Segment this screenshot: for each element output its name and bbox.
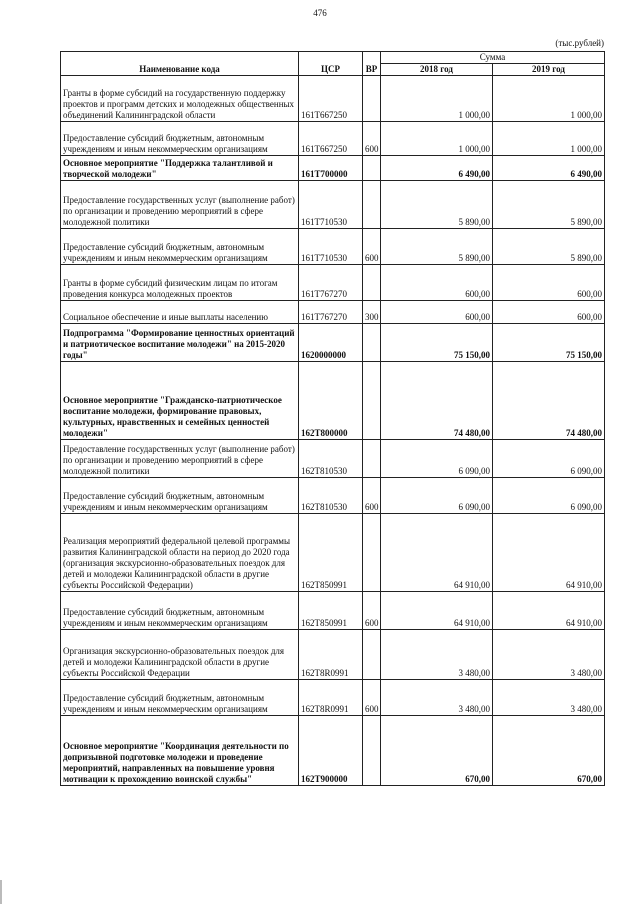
row-name: Предоставление государственных услуг (выполнение работ) по организации и проведению мероприятий в сфере молодежной политики	[61, 440, 299, 478]
row-csr: 162Т850991	[299, 592, 363, 630]
table-row	[61, 229, 605, 265]
row-name: Подпрограмма "Формирование ценностных ориентаций и патриотическое воспитание молодежи" на 2015-2020 годы"	[61, 324, 299, 362]
row-value-2018: 75 150,00	[381, 324, 493, 362]
row-name: Гранты в форме субсидий физическим лицам по итогам проведения конкурса молодежных проектов	[61, 265, 299, 301]
row-value-2018: 670,00	[381, 716, 493, 786]
row-vr	[363, 440, 381, 478]
budget-table	[60, 51, 605, 786]
row-value-2019: 64 910,00	[493, 592, 605, 630]
row-value-2019: 5 890,00	[493, 229, 605, 265]
row-value-2018: 74 480,00	[381, 362, 493, 440]
header-year-2019: 2019 год	[493, 64, 605, 76]
row-value-2019: 64 910,00	[493, 514, 605, 592]
header-vr: ВР	[363, 52, 381, 76]
row-csr: 1620000000	[299, 324, 363, 362]
row-vr	[363, 156, 381, 181]
table-row	[61, 440, 605, 478]
row-value-2019: 3 480,00	[493, 630, 605, 680]
table-row	[61, 122, 605, 156]
row-name: Реализация мероприятий федеральной целевой программы развития Калининградской области на период до 2020 года (организация экскурсионно-образовательных поездок для детей и молодежи Калининградской области в другие субъекты Российской Федерации)	[61, 514, 299, 592]
row-vr: 600	[363, 478, 381, 514]
row-csr: 162Т850991	[299, 514, 363, 592]
row-value-2019: 6 090,00	[493, 478, 605, 514]
row-vr	[363, 362, 381, 440]
table-row	[61, 514, 605, 592]
row-value-2019: 1 000,00	[493, 122, 605, 156]
row-value-2018: 5 890,00	[381, 181, 493, 229]
row-value-2019: 600,00	[493, 301, 605, 324]
header-csr: ЦСР	[299, 52, 363, 76]
row-vr: 600	[363, 122, 381, 156]
row-vr: 600	[363, 592, 381, 630]
row-csr: 162Т900000	[299, 716, 363, 786]
row-value-2019: 670,00	[493, 716, 605, 786]
table-row	[61, 716, 605, 786]
row-csr: 162Т8R0991	[299, 680, 363, 716]
row-csr: 162Т8R0991	[299, 630, 363, 680]
row-csr: 161Т667250	[299, 76, 363, 122]
table-body	[61, 76, 605, 786]
table-row	[61, 301, 605, 324]
row-name: Предоставление субсидий бюджетным, автономным учреждениям и иным некоммерческим организациям	[61, 592, 299, 630]
table-row	[61, 478, 605, 514]
row-csr: 161Т767270	[299, 265, 363, 301]
row-csr: 161Т667250	[299, 122, 363, 156]
row-name: Основное мероприятие "Поддержка талантливой и творческой молодежи"	[61, 156, 299, 181]
row-name: Основное мероприятие "Гражданско-патриотическое воспитание молодежи, формирование правовых, культурных, нравственных и семейных ценностей молодежи"	[61, 362, 299, 440]
row-value-2018: 3 480,00	[381, 680, 493, 716]
row-value-2019: 3 480,00	[493, 680, 605, 716]
units-label: (тыс.рублей)	[555, 38, 604, 48]
header-year-2018: 2018 год	[381, 64, 493, 76]
row-vr	[363, 514, 381, 592]
row-vr	[363, 324, 381, 362]
table-row	[61, 181, 605, 229]
row-vr: 300	[363, 301, 381, 324]
row-value-2018: 600,00	[381, 301, 493, 324]
row-csr: 162Т810530	[299, 478, 363, 514]
row-vr: 600	[363, 229, 381, 265]
table-row	[61, 592, 605, 630]
row-value-2018: 64 910,00	[381, 514, 493, 592]
row-name: Социальное обеспечение и иные выплаты населению	[61, 301, 299, 324]
row-value-2018: 1 000,00	[381, 122, 493, 156]
row-name: Предоставление субсидий бюджетным, автономным учреждениям и иным некоммерческим организациям	[61, 478, 299, 514]
row-value-2018: 64 910,00	[381, 592, 493, 630]
row-value-2019: 74 480,00	[493, 362, 605, 440]
header-name: Наименование кода	[61, 52, 299, 76]
row-value-2018: 5 890,00	[381, 229, 493, 265]
page-number: 476	[313, 8, 327, 18]
row-csr: 161Т767270	[299, 301, 363, 324]
row-value-2019: 75 150,00	[493, 324, 605, 362]
table-row	[61, 362, 605, 440]
row-value-2018: 1 000,00	[381, 76, 493, 122]
row-name: Предоставление субсидий бюджетным, автономным учреждениям и иным некоммерческим организациям	[61, 229, 299, 265]
row-value-2018: 3 480,00	[381, 630, 493, 680]
row-csr: 161Т700000	[299, 156, 363, 181]
row-value-2019: 6 090,00	[493, 440, 605, 478]
row-value-2019: 1 000,00	[493, 76, 605, 122]
row-value-2019: 5 890,00	[493, 181, 605, 229]
table-row	[61, 630, 605, 680]
row-value-2018: 6 090,00	[381, 478, 493, 514]
row-name: Основное мероприятие "Координация деятельности по допризывной подготовке молодежи и проведение мероприятий, направленных на повышение уровня мотивации к прохождению воинской службы"	[61, 716, 299, 786]
row-name: Предоставление субсидий бюджетным, автономным учреждениям и иным некоммерческим организациям	[61, 680, 299, 716]
row-vr	[363, 630, 381, 680]
row-csr: 161Т710530	[299, 181, 363, 229]
table-row	[61, 265, 605, 301]
row-vr	[363, 716, 381, 786]
row-csr: 162Т810530	[299, 440, 363, 478]
header-sum: Сумма	[381, 52, 605, 64]
row-vr	[363, 265, 381, 301]
scan-edge-mark	[0, 880, 2, 904]
row-csr: 161Т710530	[299, 229, 363, 265]
row-value-2019: 600,00	[493, 265, 605, 301]
row-csr: 162Т800000	[299, 362, 363, 440]
table-row	[61, 76, 605, 122]
row-name: Организация экскурсионно-образовательных поездок для детей и молодежи Калининградской области в другие субъекты Российской Федерации	[61, 630, 299, 680]
row-vr	[363, 76, 381, 122]
table-row	[61, 156, 605, 181]
row-value-2019: 6 490,00	[493, 156, 605, 181]
row-value-2018: 6 090,00	[381, 440, 493, 478]
row-value-2018: 600,00	[381, 265, 493, 301]
row-name: Гранты в форме субсидий на государственную поддержку проектов и программ детских и молодежных общественных объединений Калининградской области	[61, 76, 299, 122]
row-name: Предоставление государственных услуг (выполнение работ) по организации и проведению мероприятий в сфере молодежной политики	[61, 181, 299, 229]
row-vr	[363, 181, 381, 229]
row-vr: 600	[363, 680, 381, 716]
table-row	[61, 680, 605, 716]
table-row	[61, 324, 605, 362]
row-name: Предоставление субсидий бюджетным, автономным учреждениям и иным некоммерческим организациям	[61, 122, 299, 156]
row-value-2018: 6 490,00	[381, 156, 493, 181]
